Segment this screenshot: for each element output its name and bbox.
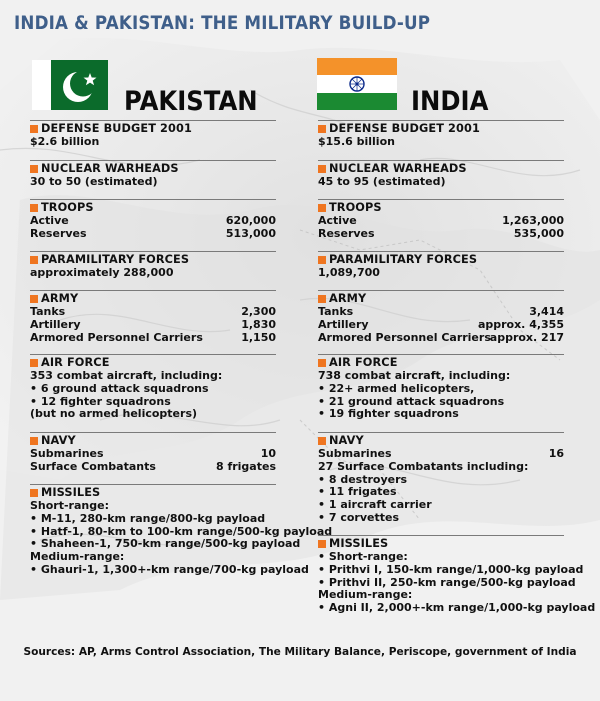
stat-row: 1,089,700 [318,266,380,279]
orange-square-icon [318,540,326,548]
stat-row: • 12 fighter squadrons [30,394,171,408]
stat-row: • 19 fighter squadrons [318,407,459,421]
stat-row: • Prithvi II, 250-km range/500-kg payload [318,575,576,589]
stat-row: 30 to 50 (estimated) [30,175,158,188]
section-heading: PARAMILITARY FORCES [318,251,564,267]
section-heading: NUCLEAR WARHEADS [30,160,276,176]
pakistan-flag-icon [32,60,108,110]
stat-row: Submarines 10 [30,447,276,460]
stat-row: • Ghauri-1, 1,300+-km range/700-kg payload [30,562,309,576]
pk-missiles-section [30,484,333,577]
orange-square-icon [318,125,326,133]
orange-square-icon [318,204,326,212]
section-heading: NUCLEAR WARHEADS [318,160,564,176]
stat-row: 738 combat aircraft, including: [318,369,511,382]
stat-row: Reserves 535,000 [318,226,564,240]
stat-row: • 1 aircraft carrier [318,498,432,512]
stat-row: • Prithvi I, 150-km range/1,000-kg payload [318,562,584,576]
stat-row: Short-range: [30,499,109,512]
section-heading: DEFENSE BUDGET 2001 [318,120,564,136]
in-navy-section [318,432,564,525]
pk-navy-section [30,432,276,474]
stat-row: • Agni II, 2,000+-km range/1,000-kg payload [318,601,596,615]
section-heading: MISSILES [30,484,276,500]
stat-row: • 11 frigates [318,485,397,499]
orange-square-icon [30,489,38,497]
pk-army-section [30,290,276,344]
stat-row: • M-11, 280-km range/800-kg payload [30,511,266,525]
orange-square-icon [30,437,38,445]
in-nuclear-warheads-section [318,160,564,189]
section-heading: NAVY [318,432,564,448]
section-heading: ARMY [318,290,564,306]
in-troops-section [318,199,564,241]
pakistan-name: PAKISTAN [124,86,258,117]
in-missiles-section [318,535,596,615]
orange-square-icon [30,359,38,367]
stat-row: • Short-range: [318,550,408,563]
stat-row: Active 1,263,000 [318,214,564,227]
orange-square-icon [30,125,38,133]
pk-paramilitary-section [30,251,276,280]
stat-row: • 22+ armed helicopters, [318,381,475,395]
orange-square-icon [30,204,38,212]
section-heading: PARAMILITARY FORCES [30,251,276,267]
section-heading: AIR FORCE [30,354,276,370]
pk-defense-budget-section [30,120,276,149]
stat-row: • Shaheen-1, 750-km range/500-kg payload [30,537,301,551]
section-heading: TROOPS [30,199,276,215]
orange-square-icon [318,256,326,264]
stat-row: 45 to 95 (estimated) [318,175,446,188]
pk-troops-section [30,199,276,241]
stat-row: $2.6 billion [30,135,100,148]
orange-square-icon [318,165,326,173]
stat-row: Surface Combatants 8 frigates [30,459,276,473]
stat-row: Submarines 16 [318,447,564,460]
stat-row: approximately 288,000 [30,266,174,279]
stat-row: Medium-range: [318,588,413,602]
page-title: INDIA & PAKISTAN: THE MILITARY BUILD-UP [14,12,431,34]
stat-row: Reserves 513,000 [30,226,276,240]
stat-row: Active 620,000 [30,214,276,227]
stat-row: 353 combat aircraft, including: [30,369,223,382]
stat-row: 27 Surface Combatants including: [318,459,529,473]
orange-square-icon [30,256,38,264]
orange-square-icon [318,359,326,367]
stat-row: Tanks 2,300 [30,305,276,318]
india-name: INDIA [411,86,489,117]
stat-row: • 21 ground attack squadrons [318,394,505,408]
stat-row: Artillery approx. 4,355 [318,317,564,331]
stat-row: Artillery 1,830 [30,317,276,331]
pk-nuclear-warheads-section [30,160,276,189]
section-heading: AIR FORCE [318,354,564,370]
orange-square-icon [318,295,326,303]
section-heading: DEFENSE BUDGET 2001 [30,120,276,136]
section-heading: TROOPS [318,199,564,215]
stat-row: (but no armed helicopters) [30,407,198,421]
stat-row: Armored Personnel Carriers 1,150 [30,330,276,344]
stat-row: • 6 ground attack squadrons [30,381,209,395]
orange-square-icon [30,295,38,303]
stat-row: • 7 corvettes [318,510,400,524]
orange-square-icon [318,437,326,445]
in-paramilitary-section [318,251,564,280]
in-air-force-section [318,354,564,421]
stat-row: Medium-range: [30,550,125,564]
sources-footnote: Sources: AP, Arms Control Association, The Military Balance, Periscope, government of India [23,646,577,658]
stat-row: • Hatf-1, 80-km to 100-km range/500-kg payload [30,524,333,538]
stat-row: Tanks 3,414 [318,305,564,318]
orange-square-icon [30,165,38,173]
stat-row: $15.6 billion [318,135,395,148]
stat-row: • 8 destroyers [318,472,408,486]
in-army-section [318,290,564,344]
section-heading: NAVY [30,432,276,448]
stat-row: Armored Personnel Carriers approx. 217 [318,330,564,344]
section-heading: MISSILES [318,535,564,551]
section-heading: ARMY [30,290,276,306]
india-flag-icon [317,58,397,110]
pk-air-force-section [30,354,276,421]
in-defense-budget-section [318,120,564,149]
